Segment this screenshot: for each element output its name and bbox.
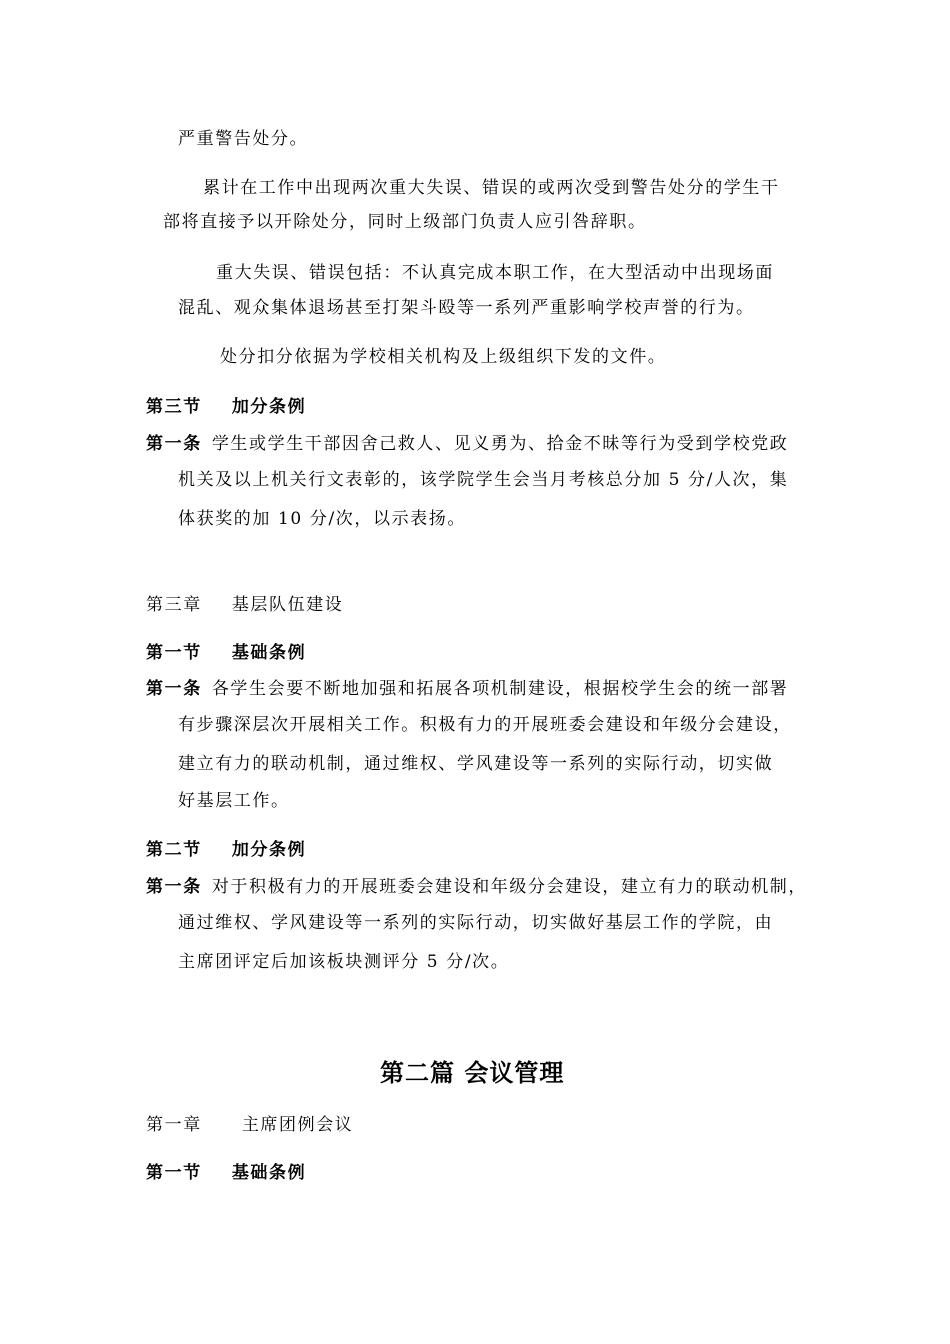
paragraph-line: 建立有力的联动机制，通过维权、学风建设等一系列的实际行动，切实做	[178, 754, 774, 774]
section-heading	[146, 642, 306, 664]
article-text: 学生或学生干部因舍己救人、见义勇为、拾金不昧等行为受到学校党政	[211, 434, 789, 454]
section-heading	[146, 1162, 306, 1184]
paragraph-line: 机关及以上机关行文表彰的，该学院学生会当月考核总分加 5 分/人次，集	[178, 470, 789, 490]
article-text: 对于积极有力的开展班委会建设和年级分会建设，建立有力的联动机制，	[211, 877, 808, 897]
section-title: 加分条例	[231, 397, 307, 417]
chapter-heading	[146, 1114, 353, 1136]
paragraph-line: 累计在工作中出现两次重大失误、错误的或两次受到警告处分的学生干	[203, 178, 780, 198]
paragraph-line: 好基层工作。	[178, 791, 290, 811]
chapter-title: 主席团例会议	[241, 1115, 354, 1135]
paragraph-line: 重大失误、错误包括：不认真完成本职工作，在大型活动中出现场面	[216, 263, 774, 283]
paragraph-line: 主席团评定后加该板块测评分 5 分/次。	[178, 952, 510, 972]
section-number: 第三节	[146, 397, 202, 417]
chapter-heading	[146, 594, 343, 616]
article-label: 第一条	[146, 679, 202, 699]
paragraph-line: 有步骤深层次开展相关工作。积极有力的开展班委会建设和年级分会建设，	[178, 715, 792, 735]
paragraph-line: 严重警告处分。	[178, 129, 309, 149]
chapter-number: 第三章	[146, 595, 202, 615]
section-title: 加分条例	[231, 840, 307, 860]
section-number: 第一节	[146, 1163, 202, 1183]
part-title: 第二篇 会议管理	[380, 1059, 565, 1087]
section-heading	[146, 839, 306, 861]
paragraph-line: 混乱、观众集体退场甚至打架斗殴等一系列严重影响学校声誉的行为。	[178, 298, 755, 318]
section-heading	[146, 396, 306, 418]
paragraph-line: 处分扣分依据为学校相关机构及上级组织下发的文件。	[220, 347, 667, 367]
section-title: 基础条例	[231, 643, 307, 663]
section-title: 基础条例	[231, 1163, 307, 1183]
paragraph-line: 部将直接予以开除处分，同时上级部门负责人应引咎辞职。	[163, 212, 647, 232]
paragraph-line: 通过维权、学风建设等一系列的实际行动，切实做好基层工作的学院，由	[178, 913, 774, 933]
paragraph-line: 体获奖的加 10 分/次，以示表扬。	[178, 509, 466, 529]
article-label: 第一条	[146, 877, 202, 897]
chapter-number: 第一章	[146, 1115, 202, 1135]
article-label: 第一条	[146, 434, 202, 454]
article-line	[146, 876, 807, 898]
section-number: 第一节	[146, 643, 202, 663]
section-number: 第二节	[146, 840, 202, 860]
article-line	[146, 678, 788, 700]
article-text: 各学生会要不断地加强和拓展各项机制建设，根据校学生会的统一部署	[211, 679, 789, 699]
article-line	[146, 433, 788, 455]
chapter-title: 基层队伍建设	[231, 595, 344, 615]
